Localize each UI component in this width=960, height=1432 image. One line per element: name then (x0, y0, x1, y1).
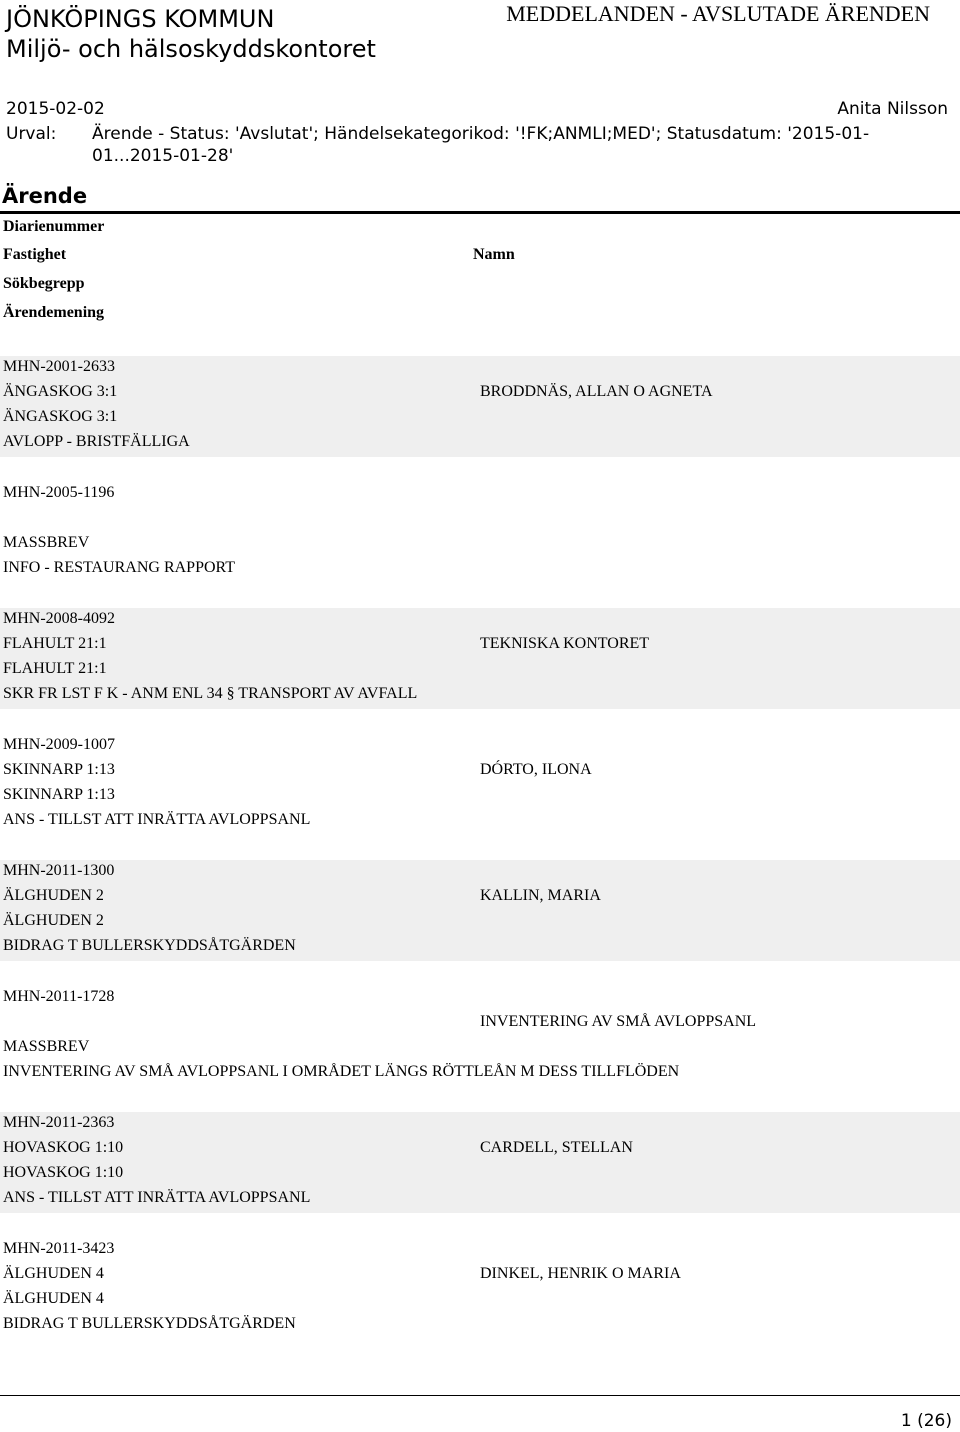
record-arendemening: ANS - TILLST ATT INRÄTTA AVLOPPSANL (3, 811, 311, 828)
report-date: 2015-02-02 (6, 99, 105, 119)
footer-divider (0, 1395, 960, 1396)
record-fastighet: ÄLGHUDEN 4 (3, 1265, 104, 1282)
record-namn: DÓRTO, ILONA (480, 761, 592, 778)
record-namn: KALLIN, MARIA (480, 887, 601, 904)
record-arendemening: INFO - RESTAURANG RAPPORT (3, 559, 236, 576)
record-fastighet: ÄLGHUDEN 2 (3, 887, 104, 904)
record-row (0, 734, 960, 835)
record-sokbegrepp: HOVASKOG 1:10 (3, 1164, 124, 1181)
record-sokbegrepp: ÄNGASKOG 3:1 (3, 408, 118, 425)
record-namn: DINKEL, HENRIK O MARIA (480, 1265, 681, 1282)
column-header-sokbegrepp: Sökbegrepp (3, 275, 85, 292)
record-fastighet: HOVASKOG 1:10 (3, 1139, 124, 1156)
record-arendemening: BIDRAG T BULLERSKYDDSÅTGÄRDEN (3, 937, 296, 954)
record-row (0, 986, 960, 1087)
record-namn: BRODDNÄS, ALLAN O AGNETA (480, 383, 713, 400)
record-fastighet: FLAHULT 21:1 (3, 635, 107, 652)
record-row (0, 482, 960, 583)
record-fastighet: SKINNARP 1:13 (3, 761, 115, 778)
report-user: Anita Nilsson (837, 99, 948, 119)
record-sokbegrepp: FLAHULT 21:1 (3, 660, 107, 677)
column-header-diarienummer: Diarienummer (3, 218, 105, 235)
record-namn: TEKNISKA KONTORET (480, 635, 650, 652)
record-arendemening: AVLOPP - BRISTFÄLLIGA (3, 433, 190, 450)
record-diarienummer: MHN-2011-1300 (3, 862, 115, 879)
record-fastighet: ÄNGASKOG 3:1 (3, 383, 118, 400)
record-diarienummer: MHN-2008-4092 (3, 610, 115, 627)
record-row (0, 608, 960, 709)
section-divider (0, 211, 960, 214)
record-sokbegrepp: MASSBREV (3, 534, 90, 551)
record-arendemening: INVENTERING AV SMÅ AVLOPPSANL I OMRÅDET LÄNGS RÖTTLEÅN M DESS TILLFLÖDEN (3, 1063, 680, 1080)
record-sokbegrepp: MASSBREV (3, 1038, 90, 1055)
record-diarienummer: MHN-2011-3423 (3, 1240, 115, 1257)
page-number: 1 (26) (900, 1411, 952, 1431)
column-header-fastighet: Fastighet (3, 246, 67, 263)
record-namn: INVENTERING AV SMÅ AVLOPPSANL (480, 1013, 757, 1030)
report-title: MEDDELANDEN - AVSLUTADE ÄRENDEN (506, 1, 930, 26)
record-row (0, 1112, 960, 1213)
organization-name: JÖNKÖPINGS KOMMUN (6, 5, 275, 33)
record-sokbegrepp: ÄLGHUDEN 2 (3, 912, 104, 929)
record-sokbegrepp: ÄLGHUDEN 4 (3, 1290, 104, 1307)
record-diarienummer: MHN-2011-2363 (3, 1114, 115, 1131)
selection-criteria: Ärende - Status: 'Avslutat'; Händelsekategorikod: '!FK;ANMLI;MED'; Statusdatum: '2015-01-01...2015-01-28' (92, 124, 870, 166)
selection-label: Urval: (6, 124, 57, 144)
record-namn: CARDELL, STELLAN (480, 1139, 633, 1156)
column-header-arendemening: Ärendemening (3, 304, 105, 321)
record-diarienummer: MHN-2011-1728 (3, 988, 115, 1005)
section-title: Ärende (2, 184, 88, 208)
record-diarienummer: MHN-2001-2633 (3, 358, 115, 375)
department-name: Miljö- och hälsoskyddskontoret (6, 35, 376, 63)
record-arendemening: ANS - TILLST ATT INRÄTTA AVLOPPSANL (3, 1189, 311, 1206)
record-sokbegrepp: SKINNARP 1:13 (3, 786, 115, 803)
record-row (0, 860, 960, 961)
column-header-namn: Namn (473, 246, 515, 263)
record-diarienummer: MHN-2005-1196 (3, 484, 115, 501)
record-arendemening: BIDRAG T BULLERSKYDDSÅTGÄRDEN (3, 1315, 296, 1332)
record-row (0, 1238, 960, 1339)
record-arendemening: SKR FR LST F K - ANM ENL 34 § TRANSPORT AV AVFALL (3, 685, 418, 702)
record-diarienummer: MHN-2009-1007 (3, 736, 115, 753)
record-row (0, 356, 960, 457)
